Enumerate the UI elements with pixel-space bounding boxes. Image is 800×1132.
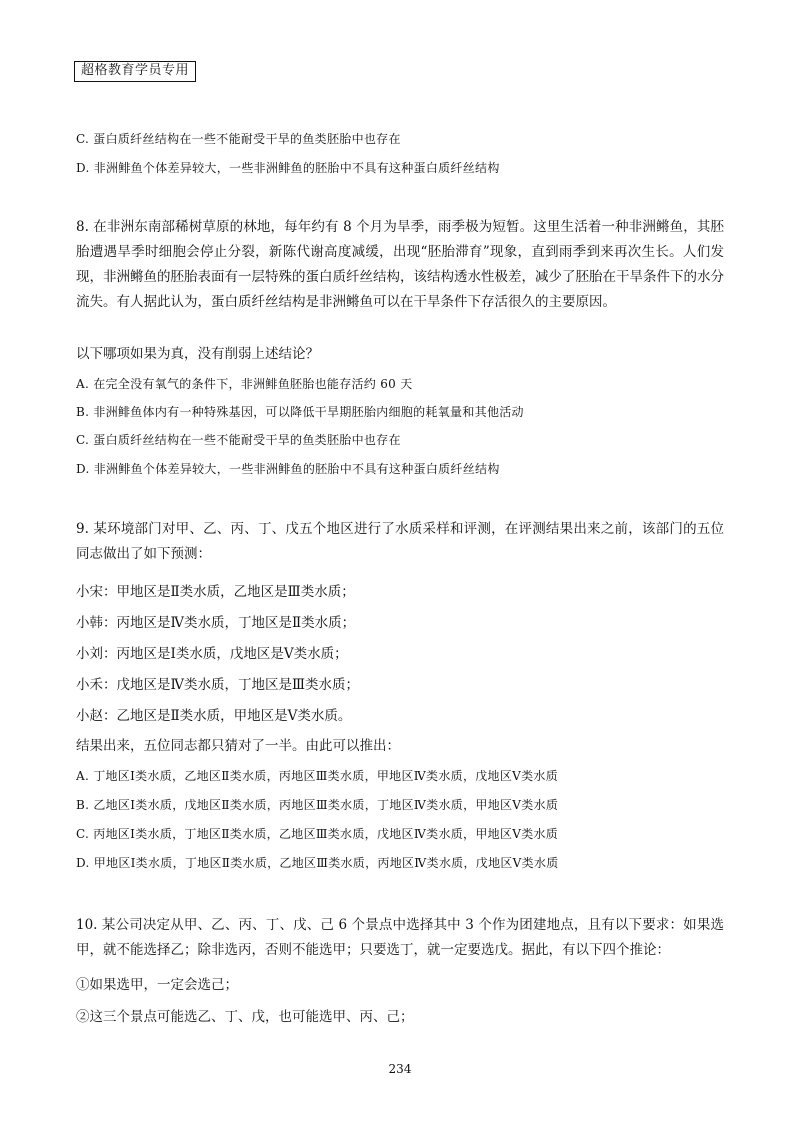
q8-option-b: B. 非洲鲱鱼体内有一种特殊基因，可以降低干旱期胚胎内细胞的耗氧量和其他活动 (76, 405, 524, 419)
q8-option-d: D. 非洲鲱鱼个体差异较大，一些非洲鲱鱼的胚胎中不具有这种蛋白质纤丝结构 (76, 462, 500, 476)
q10-item-2: ②这三个景点可能选乙、丁、戊，也可能选甲、丙、己； (76, 1009, 414, 1025)
q10-item-1: ①如果选甲，一定会选己； (76, 977, 238, 993)
q10-stem: 10. 某公司决定从甲、乙、丙、丁、戊、己 6 个景点中选择其中 3 个作为团建地点，且有以下要求：如果选甲，就不能选择乙；除非选丙，否则不能选甲；只要选丁，就一定要选戊。据此，有以下四个推论： (76, 917, 724, 958)
q9-prediction-2: 小韩：丙地区是Ⅳ类水质，丁地区是Ⅱ类水质； (76, 615, 356, 631)
q9-option-b: B. 乙地区Ⅰ类水质，戊地区Ⅱ类水质，丙地区Ⅲ类水质，丁地区Ⅳ类水质，甲地区Ⅴ类水质 (76, 798, 559, 812)
q8-option-a: A. 在完全没有氧气的条件下，非洲鲱鱼胚胎也能存活约 60 天 (76, 377, 413, 391)
q9-result: 结果出来，五位同志都只猜对了一半。由此可以推出： (76, 738, 400, 754)
q9-prediction-4: 小禾：戊地区是Ⅳ类水质，丁地区是Ⅲ类水质； (76, 677, 360, 693)
page-number: 234 (388, 1062, 412, 1076)
q9-option-a: A. 丁地区Ⅰ类水质，乙地区Ⅱ类水质，丙地区Ⅲ类水质，甲地区Ⅳ类水质，戊地区Ⅴ类水质 (76, 769, 559, 783)
q8-question: 以下哪项如果为真，没有削弱上述结论？ (76, 346, 319, 362)
q9-stem: 9. 某环境部门对甲、乙、丙、丁、戊五个地区进行了水质采样和评测，在评测结果出来之前，该部门的五位同志做出了如下预测： (76, 521, 724, 562)
q9-prediction-3: 小刘：丙地区是Ⅰ类水质，戊地区是Ⅴ类水质； (76, 646, 348, 662)
prev-option-c: C. 蛋白质纤丝结构在一些不能耐受干旱的鱼类胚胎中也存在 (76, 132, 401, 146)
prev-option-d: D. 非洲鲱鱼个体差异较大，一些非洲鲱鱼的胚胎中不具有这种蛋白质纤丝结构 (76, 161, 500, 175)
q8-option-c: C. 蛋白质纤丝结构在一些不能耐受干旱的鱼类胚胎中也存在 (76, 433, 401, 447)
q8-stem: 8. 在非洲东南部稀树草原的林地，每年约有 8 个月为旱季，雨季极为短暂。这里生活着一种非洲鳉鱼，其胚胎遭遇旱季时细胞会停止分裂，新陈代谢高度减缓，出现“胚胎滞育”现象，直到雨季到来再次生长。人们发现，非洲鳉鱼的胚胎表面有一层特殊的蛋白质纤丝结构，该结构透水性极差，减少了胚胎在干旱条件下的水分流失。有人据此认为，蛋白质纤丝结构是非洲鳉鱼可以在干旱条件下存活很久的主要原因。 (76, 219, 724, 310)
q9-option-d: D. 甲地区Ⅰ类水质，丁地区Ⅱ类水质，乙地区Ⅲ类水质，丙地区Ⅳ类水质，戊地区Ⅴ类水质 (76, 856, 559, 870)
header-label: 超格教育学员专用 (74, 61, 196, 82)
q9-option-c: C. 丙地区Ⅰ类水质，丁地区Ⅱ类水质，乙地区Ⅲ类水质，戊地区Ⅳ类水质，甲地区Ⅴ类水质 (76, 827, 559, 841)
q9-prediction-5: 小赵：乙地区是Ⅱ类水质，甲地区是Ⅴ类水质。 (76, 708, 352, 724)
q9-prediction-1: 小宋：甲地区是Ⅱ类水质，乙地区是Ⅲ类水质； (76, 584, 355, 600)
